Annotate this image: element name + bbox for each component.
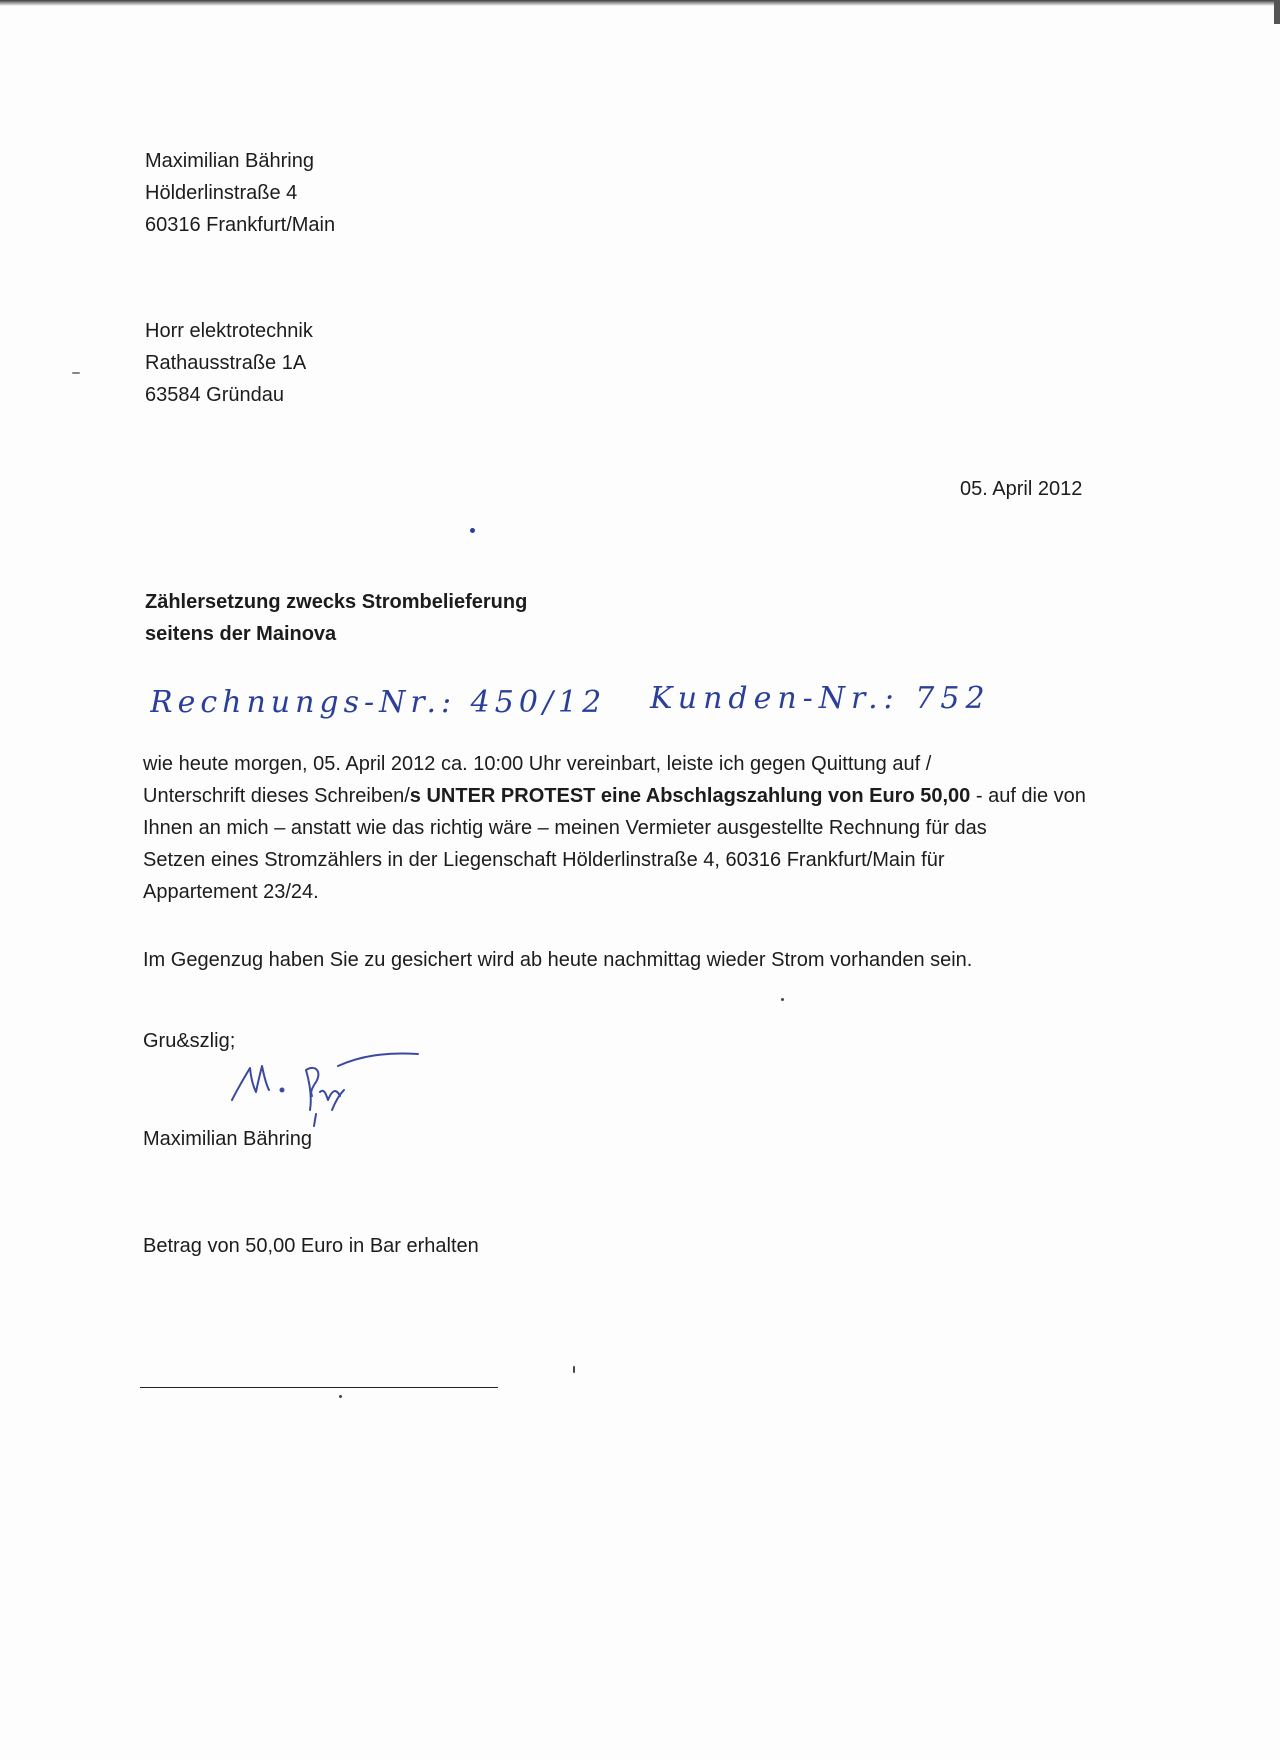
sender-address [145, 145, 335, 241]
letter-date: 05. April 2012 [960, 478, 1083, 500]
body-line-2-start: Unterschrift dieses Schreiben/ [143, 785, 410, 807]
greeting: Gru&szlig; [143, 1030, 236, 1052]
sender-name: Maximilian Bähring [145, 150, 314, 172]
handwritten-reference-numbers [150, 672, 1050, 728]
scan-speck [573, 1366, 575, 1373]
handwritten-signature [220, 1048, 430, 1130]
letter-paragraph-2: Im Gegenzug haben Sie zu gesichert wird ab heute nachmittag wieder Strom vorhanden sein. [143, 949, 973, 971]
handwritten-customer-number: Kunden-Nr.: 752 [650, 681, 991, 716]
recipient-address [145, 315, 313, 411]
handwritten-invoice-number: Rechnungs-Nr.: 450/12 [150, 685, 607, 720]
letter-body [143, 748, 1086, 908]
scan-speck [781, 998, 784, 1001]
signature-line [140, 1387, 498, 1388]
body-line-5: Appartement 23/24. [143, 881, 319, 903]
scan-speck [339, 1395, 342, 1398]
signer-name: Maximilian Bähring [143, 1128, 312, 1150]
subject-line-1: Zählersetzung zwecks Strombelieferung [145, 591, 528, 613]
subject [145, 586, 527, 650]
body-line-2-bold: s UNTER PROTEST eine Abschlagszahlung von Euro 50,00 [409, 785, 971, 807]
recipient-city: 63584 Gründau [145, 384, 285, 406]
sender-city: 60316 Frankfurt/Main [145, 214, 336, 236]
recipient-name: Horr elektrotechnik [145, 320, 313, 342]
recipient-street: Rathausstraße 1A [145, 352, 307, 374]
receipt-note: Betrag von 50,00 Euro in Bar erhalten [143, 1235, 479, 1257]
scan-edge-right [1274, 0, 1280, 24]
scan-edge-top [0, 0, 1280, 6]
subject-line-2: seitens der Mainova [145, 623, 337, 645]
body-line-1: wie heute morgen, 05. April 2012 ca. 10:00 Uhr vereinbart, leiste ich gegen Quittung auf / [143, 753, 932, 775]
scan-speck [72, 372, 80, 374]
sender-street: Hölderlinstraße 4 [145, 182, 298, 204]
body-line-4: Setzen eines Stromzählers in der Liegenschaft Hölderlinstraße 4, 60316 Frankfurt/Main für [143, 849, 945, 871]
body-line-2 [143, 780, 1086, 812]
body-line-2-end: - auf die von [970, 785, 1086, 807]
body-line-3: Ihnen an mich – anstatt wie das richtig wäre – meinen Vermieter ausgestellte Rechnung für das [143, 817, 987, 839]
scan-speck [470, 528, 475, 533]
